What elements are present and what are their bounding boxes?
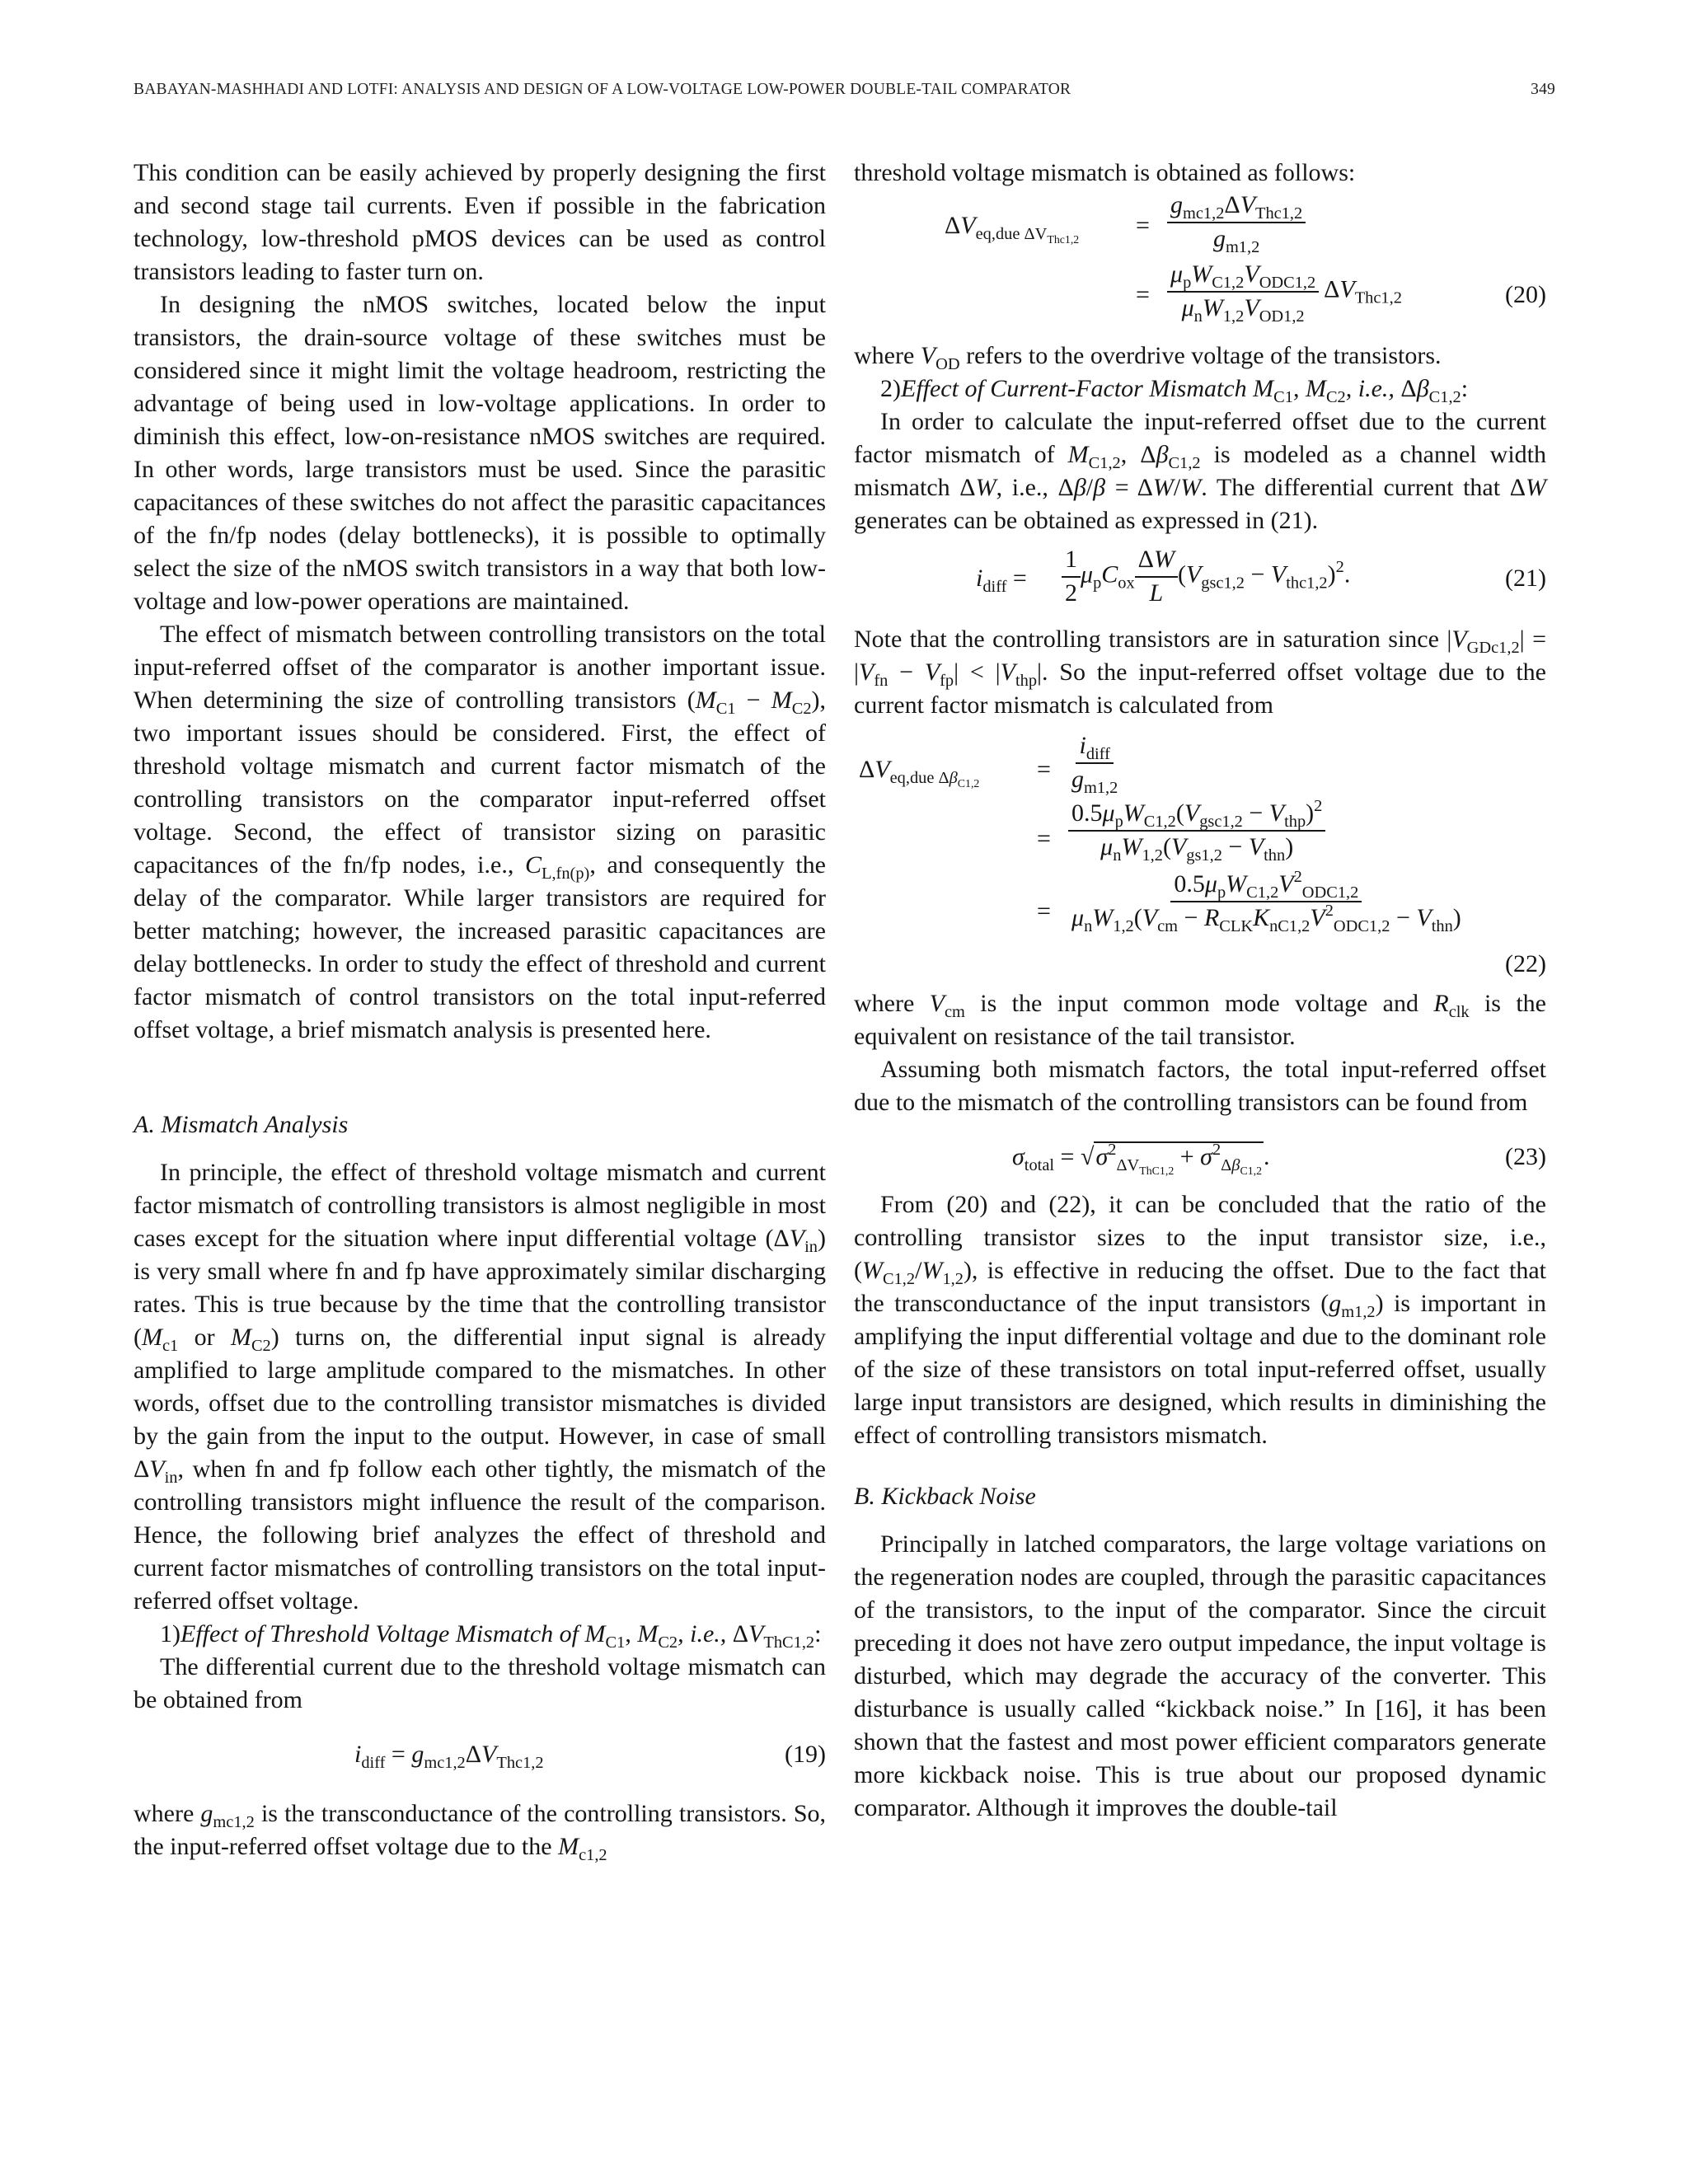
paragraph: where $V_{OD}$ refers to the overdrive voltage of the transistors. bbox=[854, 342, 1442, 374]
equation-23: $\sigma_{total} = √\sigma^2_{\Delta V_{ThC1,2}} + \sigma^2_{\Delta\beta_{C1,2}}$. (23) bbox=[1012, 1140, 1546, 1178]
running-title: BABAYAN-MASHHADI AND LOTFI: ANALYSIS AND DESIGN OF A LOW-VOLTAGE LOW-POWER DOUBLE-TAIL COMPARATOR bbox=[134, 81, 1071, 98]
equation-number: (23) bbox=[1505, 1143, 1546, 1170]
paragraph: Note that the controlling transistors are in saturation since $|V_{GDc1,2}| = |V_{fn} - V_{fp}| < |V_{thp}|$. So the input-referred offset voltage due to the current factor mismatch is calculated from bbox=[854, 626, 1546, 719]
equation-number: (20) bbox=[1505, 281, 1546, 308]
paragraph: From (20) and (22), it can be concluded that the ratio of the controlling transistor sizes to the input transistor size, i.e., $(W_{C1,2}/W_{1,2})$, is effective in reducing the offset. Due to the fact that the transconductance of the input transistors $(g_{m1,2})$ is important in amplifying the input differential voltage and due to the dominant role of the size of these transistors on total input-referred offset, usually large input transistors are designed, which results in diminishing the effect of controlling transistors mismatch. bbox=[854, 1191, 1546, 1449]
subsection-heading: 1)Effect of Threshold Voltage Mismatch of $M_{C1}$, $M_{C2}$, i.e., $\Delta V_{ThC1,2}$: bbox=[160, 1620, 822, 1652]
paragraph: The differential current due to the threshold voltage mismatch can be obtained from bbox=[134, 1653, 826, 1713]
paragraph: The effect of mismatch between controlling transistors on the total input-referred offset of the comparator is another important issue. When determining the size of controlling transistors $(M_{C1} - M_{C2})$, two important issues should be considered. First, the effect of threshold voltage mismatch and current factor mismatch of the controlling transistors on the comparator input-referred offset voltage. Second, the effect of transistor sizing on parasitic capacitances of the fn/fp nodes, i.e., $C_{L,fn(p)}$, and consequently the delay of the comparator. While larger transistors are required for better matching; however, the increased parasitic capacitances are delay bottlenecks. In order to study the effect of threshold and current factor mismatch of control transistors on the total input-referred offset voltage, a brief mismatch analysis is presented here. bbox=[134, 621, 827, 1043]
paragraph: where $V_{cm}$ is the input common mode voltage and $R_{clk}$ is the equivalent on resistance of the tail transistor. bbox=[854, 990, 1546, 1050]
equation-number: (22) bbox=[1505, 950, 1546, 977]
paragraph: threshold voltage mismatch is obtained as follows: bbox=[854, 159, 1356, 186]
paragraph: In designing the nMOS switches, located below the input transistors, the drain-source voltage of these switches must be considered since it might limit the voltage headroom, restricting the advantage of being used in low-voltage applications. In order to diminish this effect, low-on-resistance nMOS switches are required. In other words, large transistors must be used. Since the parasitic capacitances of these switches do not affect the parasitic capacitances of the fn/fp nodes (delay bottlenecks), it is possible to optimally select the size of the nMOS switch transistors in a way that both low-voltage and low-power operations are maintained. bbox=[134, 291, 826, 615]
equation-19: $i_{diff} = g_{mc1,2}\Delta V_{Thc1,2}$ (19) bbox=[134, 1730, 826, 1779]
equation-20: $\Delta V_{eq,due \Delta V_{Thc1,2}}$ = $g_{mc1,2}\Delta V_{Thc1,2}$ $g_{m1,2}$ = $\frac{\mu_pW_{C1,2}V_{ODC1,2}}{\mu_nW_{1,2}V_{OD1,2}}$ $\Delta V_{Thc1,2}$ (20) bbox=[945, 191, 1546, 326]
paragraph: In order to calculate the input-referred offset due to the current factor mismatch of $M_{C1,2}$, $\Delta\beta_{C1,2}$ is modeled as a channel width mismatch ΔW, i.e., Δβ/β = ΔW/W. The differential current that ΔW generates can be obtained as expressed in (21). bbox=[854, 408, 1547, 534]
left-column bbox=[134, 157, 826, 1863]
paragraph: Assuming both mismatch factors, the total input-referred offset due to the mismatch of the controlling transistors can be found from bbox=[854, 1056, 1546, 1116]
paragraph: In principle, the effect of threshold voltage mismatch and current factor mismatch of controlling transistors is almost negligible in most cases except for the situation where input differential voltage $(\Delta V_{in})$ is very small where fn and fp have approximately similar discharging rates. This is true because by the time that the controlling transistor ($M_{c1}$ or $M_{C2}$) turns on, the differential input signal is already amplified to large amplitude compared to the mismatches. In other words, offset due to the controlling transistor mismatches is divided by the gain from the input to the output. However, in case of small $\Delta V_{in}$, when fn and fp follow each other tightly, the mismatch of the controlling transistors might influence the result of the comparison. Hence, the following brief analyzes the effect of threshold and current factor mismatches of controlling transistors on the total input-referred offset voltage. bbox=[134, 1159, 826, 1615]
section-heading: A. Mismatch Analysis bbox=[134, 1111, 349, 1138]
right-column bbox=[854, 157, 1546, 1825]
equation-number: (21) bbox=[1505, 565, 1546, 592]
subsection-heading: 2)Effect of Current-Factor Mismatch $M_{C1}$, $M_{C2}$, i.e., $\Delta\beta_{C1,2}$: bbox=[880, 375, 1469, 407]
section-heading: B. Kickback Noise bbox=[854, 1483, 1036, 1510]
page-number: 349 bbox=[1531, 81, 1555, 98]
paragraph: Principally in latched comparators, the large voltage variations on the regeneration nodes are coupled, through the parasitic capacitances of the transistors, to the input of the comparator. Since the circuit preceding it does not have zero output impedance, the input voltage is disturbed, which may degrade the accuracy of the converter. This disturbance is usually called “kickback noise.” In [16], it has been shown that the fastest and most power efficient comparators generate more kickback noise. This is true about our proposed dynamic comparator. Although it improves the double-tail bbox=[854, 1530, 1546, 1821]
equation-22: $\Delta V_{eq,due \Delta\beta_{C1,2}}$ = $i_{diff}$ $g_{m1,2}$ = $0.5\mu_pW_{C1,2}(V_{gsc1,2} - V_{thp})^2$ $\mu_nW_{1,2}(V_{gs1,2} - V_{thn})$ = $0.5\mu_pW_{C1,2}V^2_{ODC1,2}$ $\mu_nW_{1,2}(V_{cm} - R_{CLK}K_{nC1,2}V^2_{ODC1,2} - V_{thn})$ (22) bbox=[854, 732, 1546, 987]
equation-number: (19) bbox=[785, 1741, 826, 1768]
running-header bbox=[134, 81, 1555, 99]
paragraph: where $g_{mc1,2}$ is the transconductance of the controlling transistors. So, the input-referred offset voltage due to the $M_{c1,2}$ bbox=[134, 1800, 826, 1865]
equation-21: $i_{diff}$ = $\frac{1}{2}$ $\mu_pC_{ox}$ $\frac{\Delta W}{L}$ $(V_{gsc1,2} - V_{thc1,2})^2$. (21) bbox=[976, 546, 1546, 607]
paragraph: This condition can be easily achieved by properly designing the first and second stage tail currents. Even if possible in the fabrication technology, low-threshold pMOS devices can be used as control transistors leading to faster turn on. bbox=[134, 159, 826, 285]
